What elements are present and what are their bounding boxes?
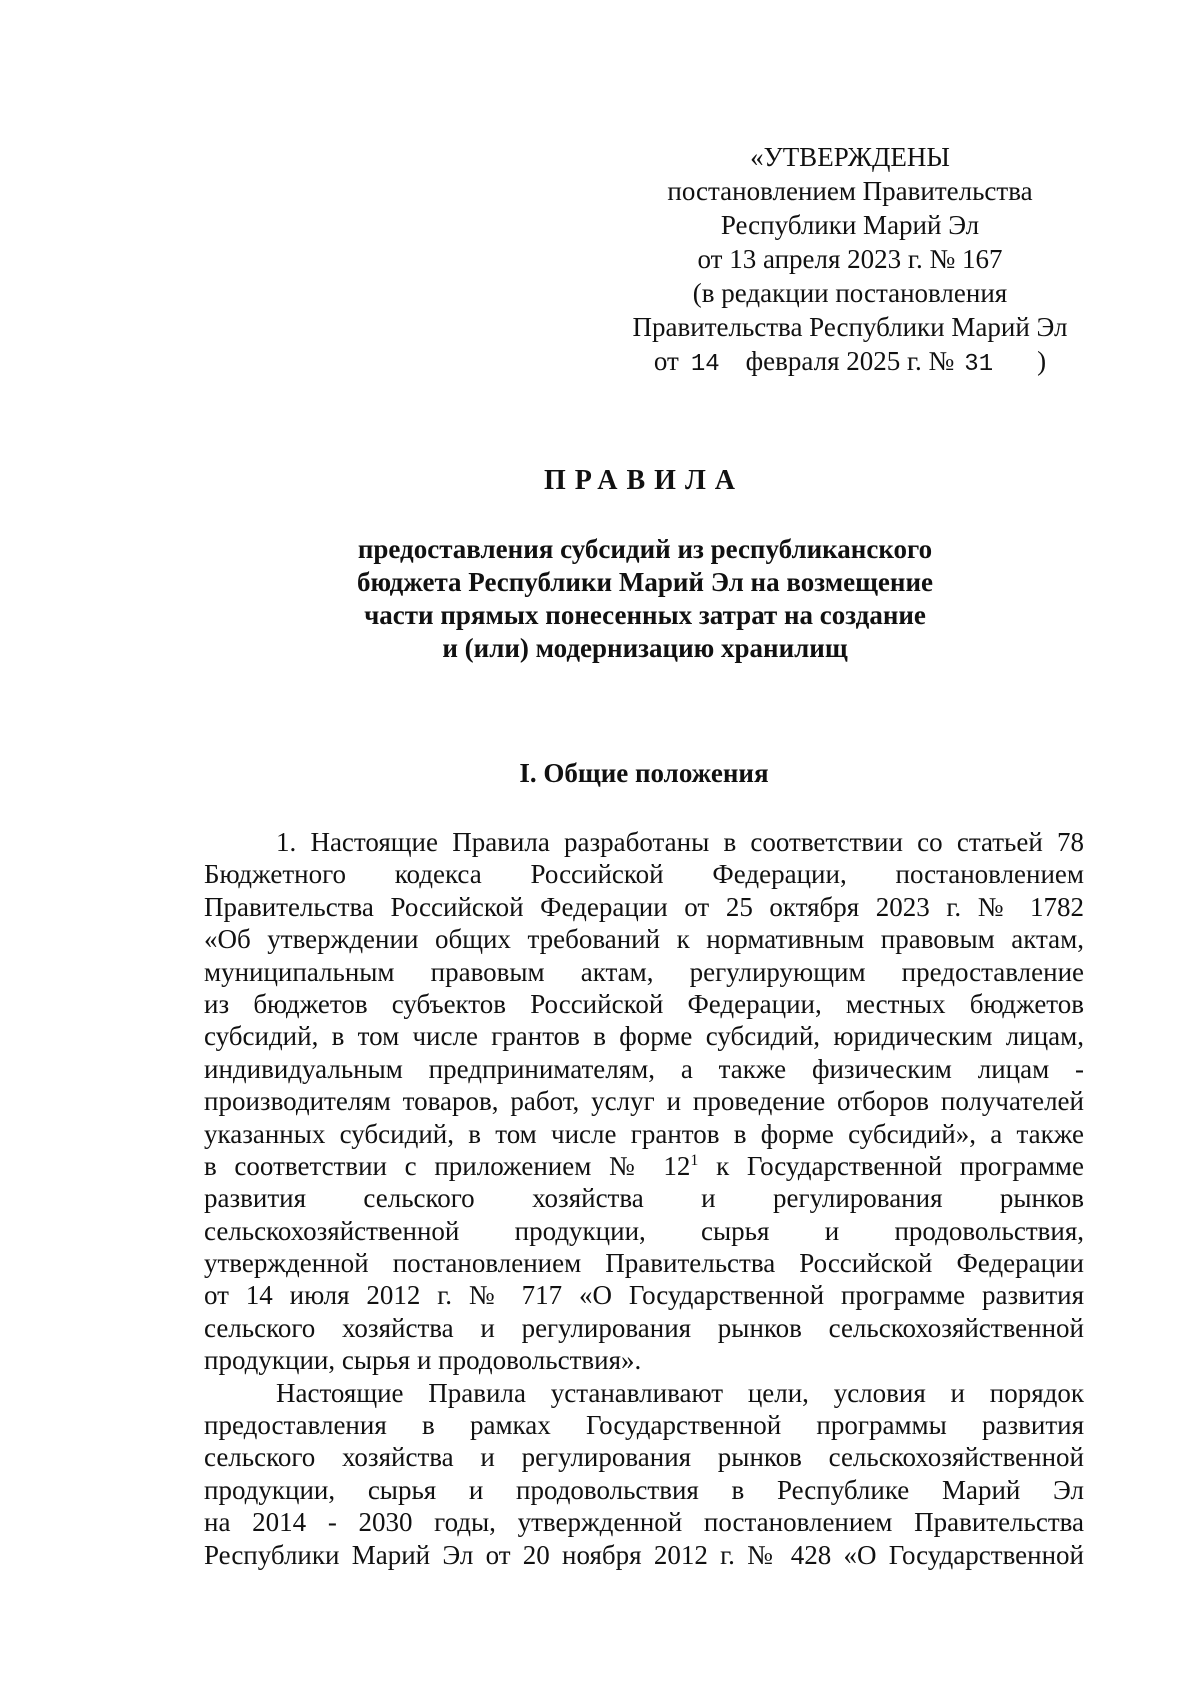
document-title: ПРАВИЛА xyxy=(543,465,745,496)
paragraph-1-line: от 14 июля 2012 г. № 717 «О Государственной программе развития xyxy=(204,1280,1084,1311)
paragraph-1-line: сельскохозяйственной продукции, сырья и продовольствия, xyxy=(204,1215,1084,1246)
approval-line: Правительства Республики Марий Эл xyxy=(632,312,1068,342)
approval-line: Республики Марий Эл xyxy=(720,210,980,240)
subtitle-line: бюджета Республики Марий Эл на возмещение xyxy=(357,567,933,597)
paragraph-1-line: Бюджетного кодекса Российской Федерации, постановлением xyxy=(204,859,1084,890)
subtitle-line: части прямых понесенных затрат на создание xyxy=(364,600,926,630)
revision-date-close: ) xyxy=(1037,346,1047,376)
paragraph-1-line-part: в соответствии с приложением № 12 xyxy=(204,1150,691,1181)
revision-date-day: 14 xyxy=(690,351,720,378)
paragraph-1-line: производителям товаров, работ, услуг и проведение отборов получателей xyxy=(204,1086,1084,1117)
revision-date-prefix: от xyxy=(653,346,679,376)
approval-line: (в редакции постановления xyxy=(692,278,1008,308)
approval-date: от 13 апреля 2023 г. № 167 xyxy=(697,244,1003,274)
subtitle-line: предоставления субсидий из республиканского xyxy=(357,534,933,564)
body-text xyxy=(204,826,1084,1571)
paragraph-2-line: предоставления в рамках Государственной программы развития xyxy=(204,1410,1084,1441)
paragraph-1-line-part: к Государственной программе xyxy=(698,1150,1084,1181)
paragraph-1-line: субсидий, в том числе грантов в форме субсидий, юридическим лицам, xyxy=(204,1021,1084,1052)
revision-date-line xyxy=(610,344,1090,382)
section-heading: I. Общие положения xyxy=(519,758,769,788)
paragraph-1-line: муниципальным правовым актам, регулирующим предоставление xyxy=(204,956,1084,987)
revision-date-number: 31 xyxy=(964,351,994,378)
paragraph-1-line-footnote xyxy=(204,1150,1084,1182)
paragraph-1-line: сельского хозяйства и регулирования рынков сельскохозяйственной xyxy=(204,1312,1084,1343)
paragraph-1-line: «Об утверждении общих требований к нормативным правовым актам, xyxy=(204,924,1084,955)
paragraph-2-line: Республики Марий Эл от 20 ноября 2012 г. № 428 «О Государственной xyxy=(204,1539,1084,1570)
paragraph-1-line: 1. Настоящие Правила разработаны в соответствии со статьей 78 xyxy=(276,827,1084,857)
revision-date-rest: февраля 2025 г. № xyxy=(745,346,955,376)
paragraph-2-line: на 2014 - 2030 годы, утвержденной постановлением Правительства xyxy=(204,1507,1084,1538)
paragraph-1-line: Правительства Российской Федерации от 25 октября 2023 г. № 1782 xyxy=(204,891,1084,922)
approval-line: постановлением Правительства xyxy=(667,176,1033,206)
footnote-marker: 1 xyxy=(690,1151,699,1169)
approval-heading: «УТВЕРЖДЕНЫ xyxy=(750,142,950,172)
approval-block xyxy=(610,140,1090,382)
paragraph-1-line: из бюджетов субъектов Российской Федерации, местных бюджетов xyxy=(204,988,1084,1019)
paragraph-2-line: сельского хозяйства и регулирования рынков сельскохозяйственной xyxy=(204,1442,1084,1473)
paragraph-1-line: развития сельского хозяйства и регулирования рынков xyxy=(204,1183,1084,1214)
paragraph-1-line: утвержденной постановлением Правительства Российской Федерации xyxy=(204,1248,1084,1279)
paragraph-1-line: индивидуальным предпринимателям, а также физическим лицам - xyxy=(204,1053,1084,1084)
paragraph-2-line: продукции, сырья и продовольствия в Республике Марий Эл xyxy=(204,1474,1084,1505)
paragraph-1-line: указанных субсидий, в том числе грантов в форме субсидий», а также xyxy=(204,1118,1084,1149)
paragraph-1-line-last: продукции, сырья и продовольствия». xyxy=(204,1345,642,1376)
document-subtitle xyxy=(290,533,1000,665)
subtitle-line: и (или) модернизацию хранилищ xyxy=(442,633,848,663)
paragraph-2-line: Настоящие Правила устанавливают цели, условия и порядок xyxy=(276,1377,1084,1408)
